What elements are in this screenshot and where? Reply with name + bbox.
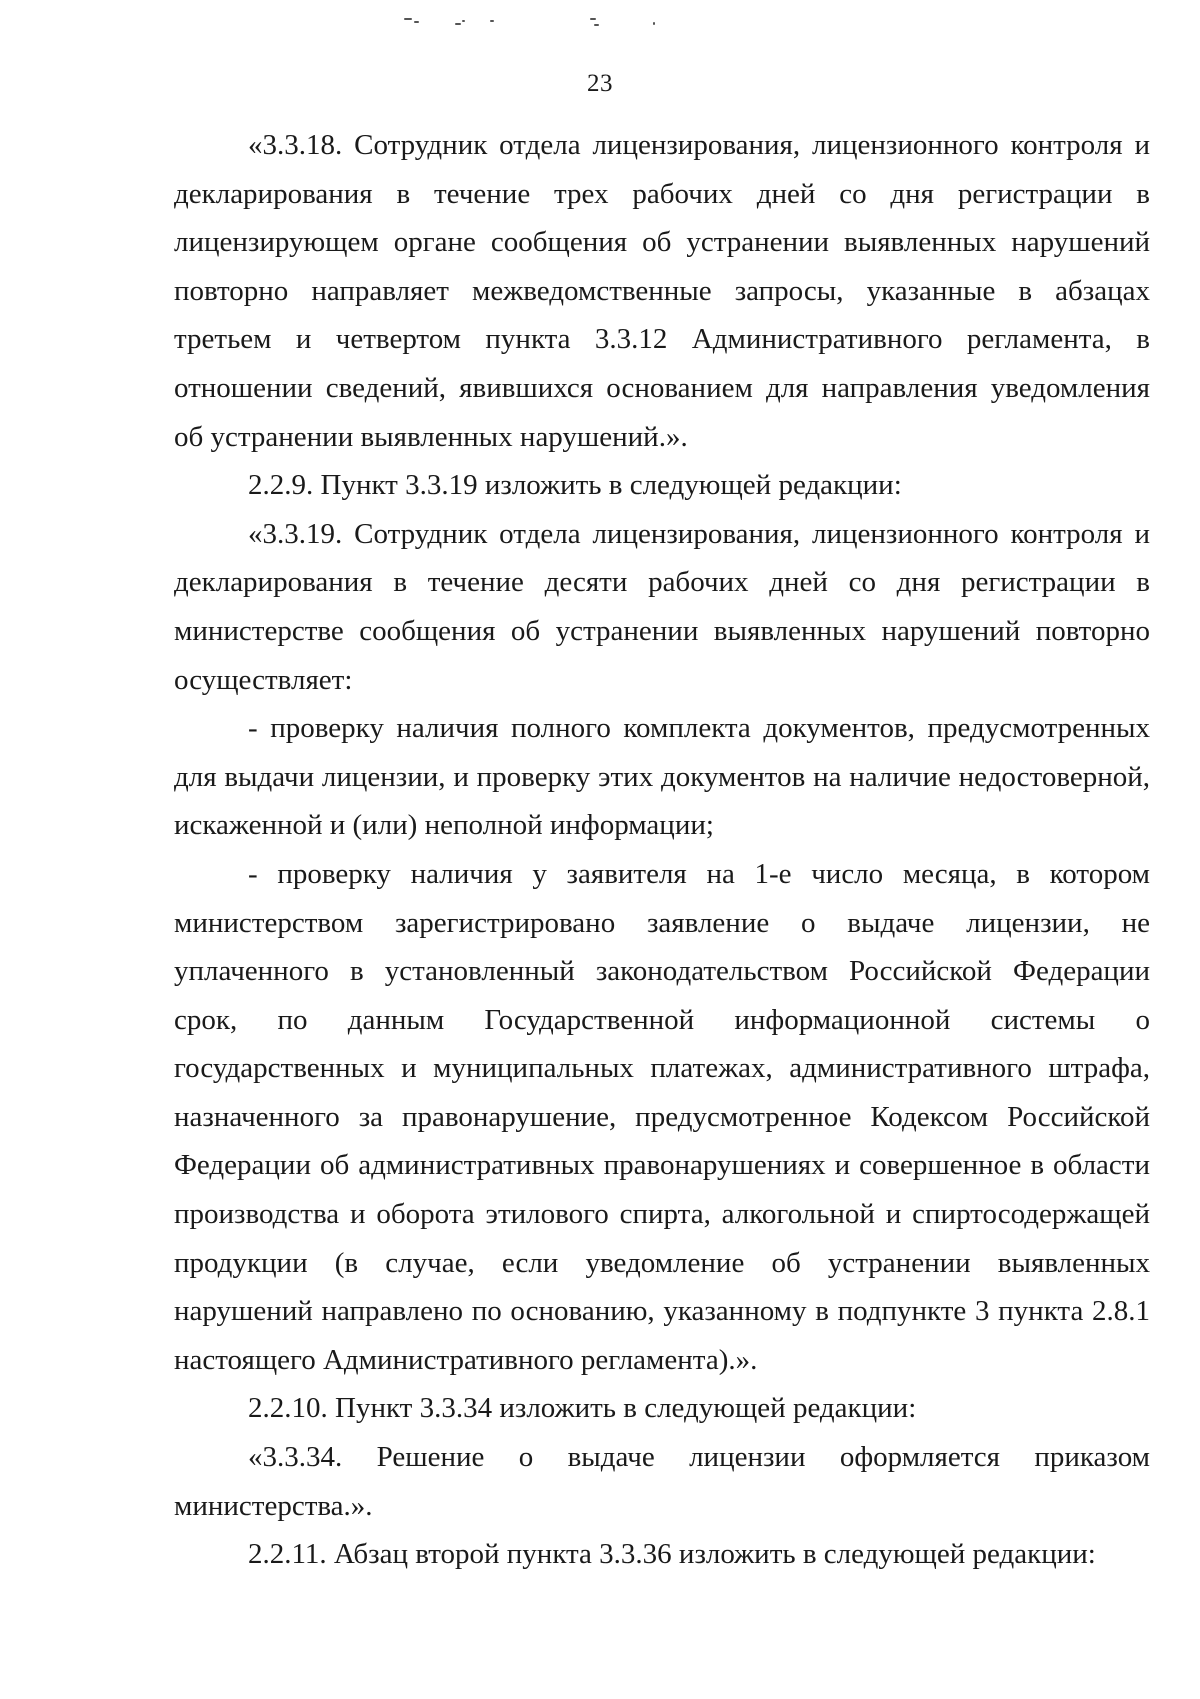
paragraph-2-2-11: 2.2.11. Абзац второй пункта 3.3.36 изложить в следующей редакции: [248, 1538, 1096, 1571]
document-body [174, 121, 1150, 1579]
paragraph-3-3-19: «3.3.19. Сотрудник отдела лицензирования, лицензионного контроля и декларирования в течение десяти рабочих дней со дня регистрации в министерстве сообщения об устранении выявленных нарушений повторно осуществляет: [174, 517, 1150, 696]
paragraph-check-fines: - проверку наличия у заявителя на 1-е число месяца, в котором министерством зарегистрировано заявление о выдаче лицензии, не уплаченного в установленный законодательством Российской Федерации срок, по данным Государственной информационной системы о государственных и муниципальных платежах, административного штрафа, назначенного за правонарушение, предусмотренное Кодексом Российской Федерации об административных правонарушениях и совершенное в области производства и оборота этилового спирта, алкогольной и спиртосодержащей продукции (в случае, если уведомление об устранении выявленных нарушений направлено по основанию, указанному в подпункте 3 пункта 2.8.1 настоящего Административного регламента).». [174, 857, 1150, 1376]
scan-artifacts [0, 16, 1200, 36]
paragraph-3-3-34: «3.3.34. Решение о выдаче лицензии оформляется приказом министерства.». [174, 1441, 1150, 1522]
paragraph-check-documents: - проверку наличия полного комплекта документов, предусмотренных для выдачи лицензии, и проверку этих документов на наличие недостоверной, искаженной и (или) неполной информации; [174, 712, 1150, 842]
page-number: 23 [587, 70, 613, 97]
paragraph-2-2-10: 2.2.10. Пункт 3.3.34 изложить в следующей редакции: [248, 1392, 917, 1425]
paragraph-3-3-18: «3.3.18. Сотрудник отдела лицензирования, лицензионного контроля и декларирования в течение трех рабочих дней со дня регистрации в лицензирующем органе сообщения об устранении выявленных нарушений повторно направляет межведомственные запросы, указанные в абзацах третьем и четвертом пункта 3.3.12 Административного регламента, в отношении сведений, явившихся основанием для направления уведомления об устранении выявленных нарушений.». [174, 129, 1150, 453]
paragraph-2-2-9: 2.2.9. Пункт 3.3.19 изложить в следующей редакции: [248, 469, 902, 502]
